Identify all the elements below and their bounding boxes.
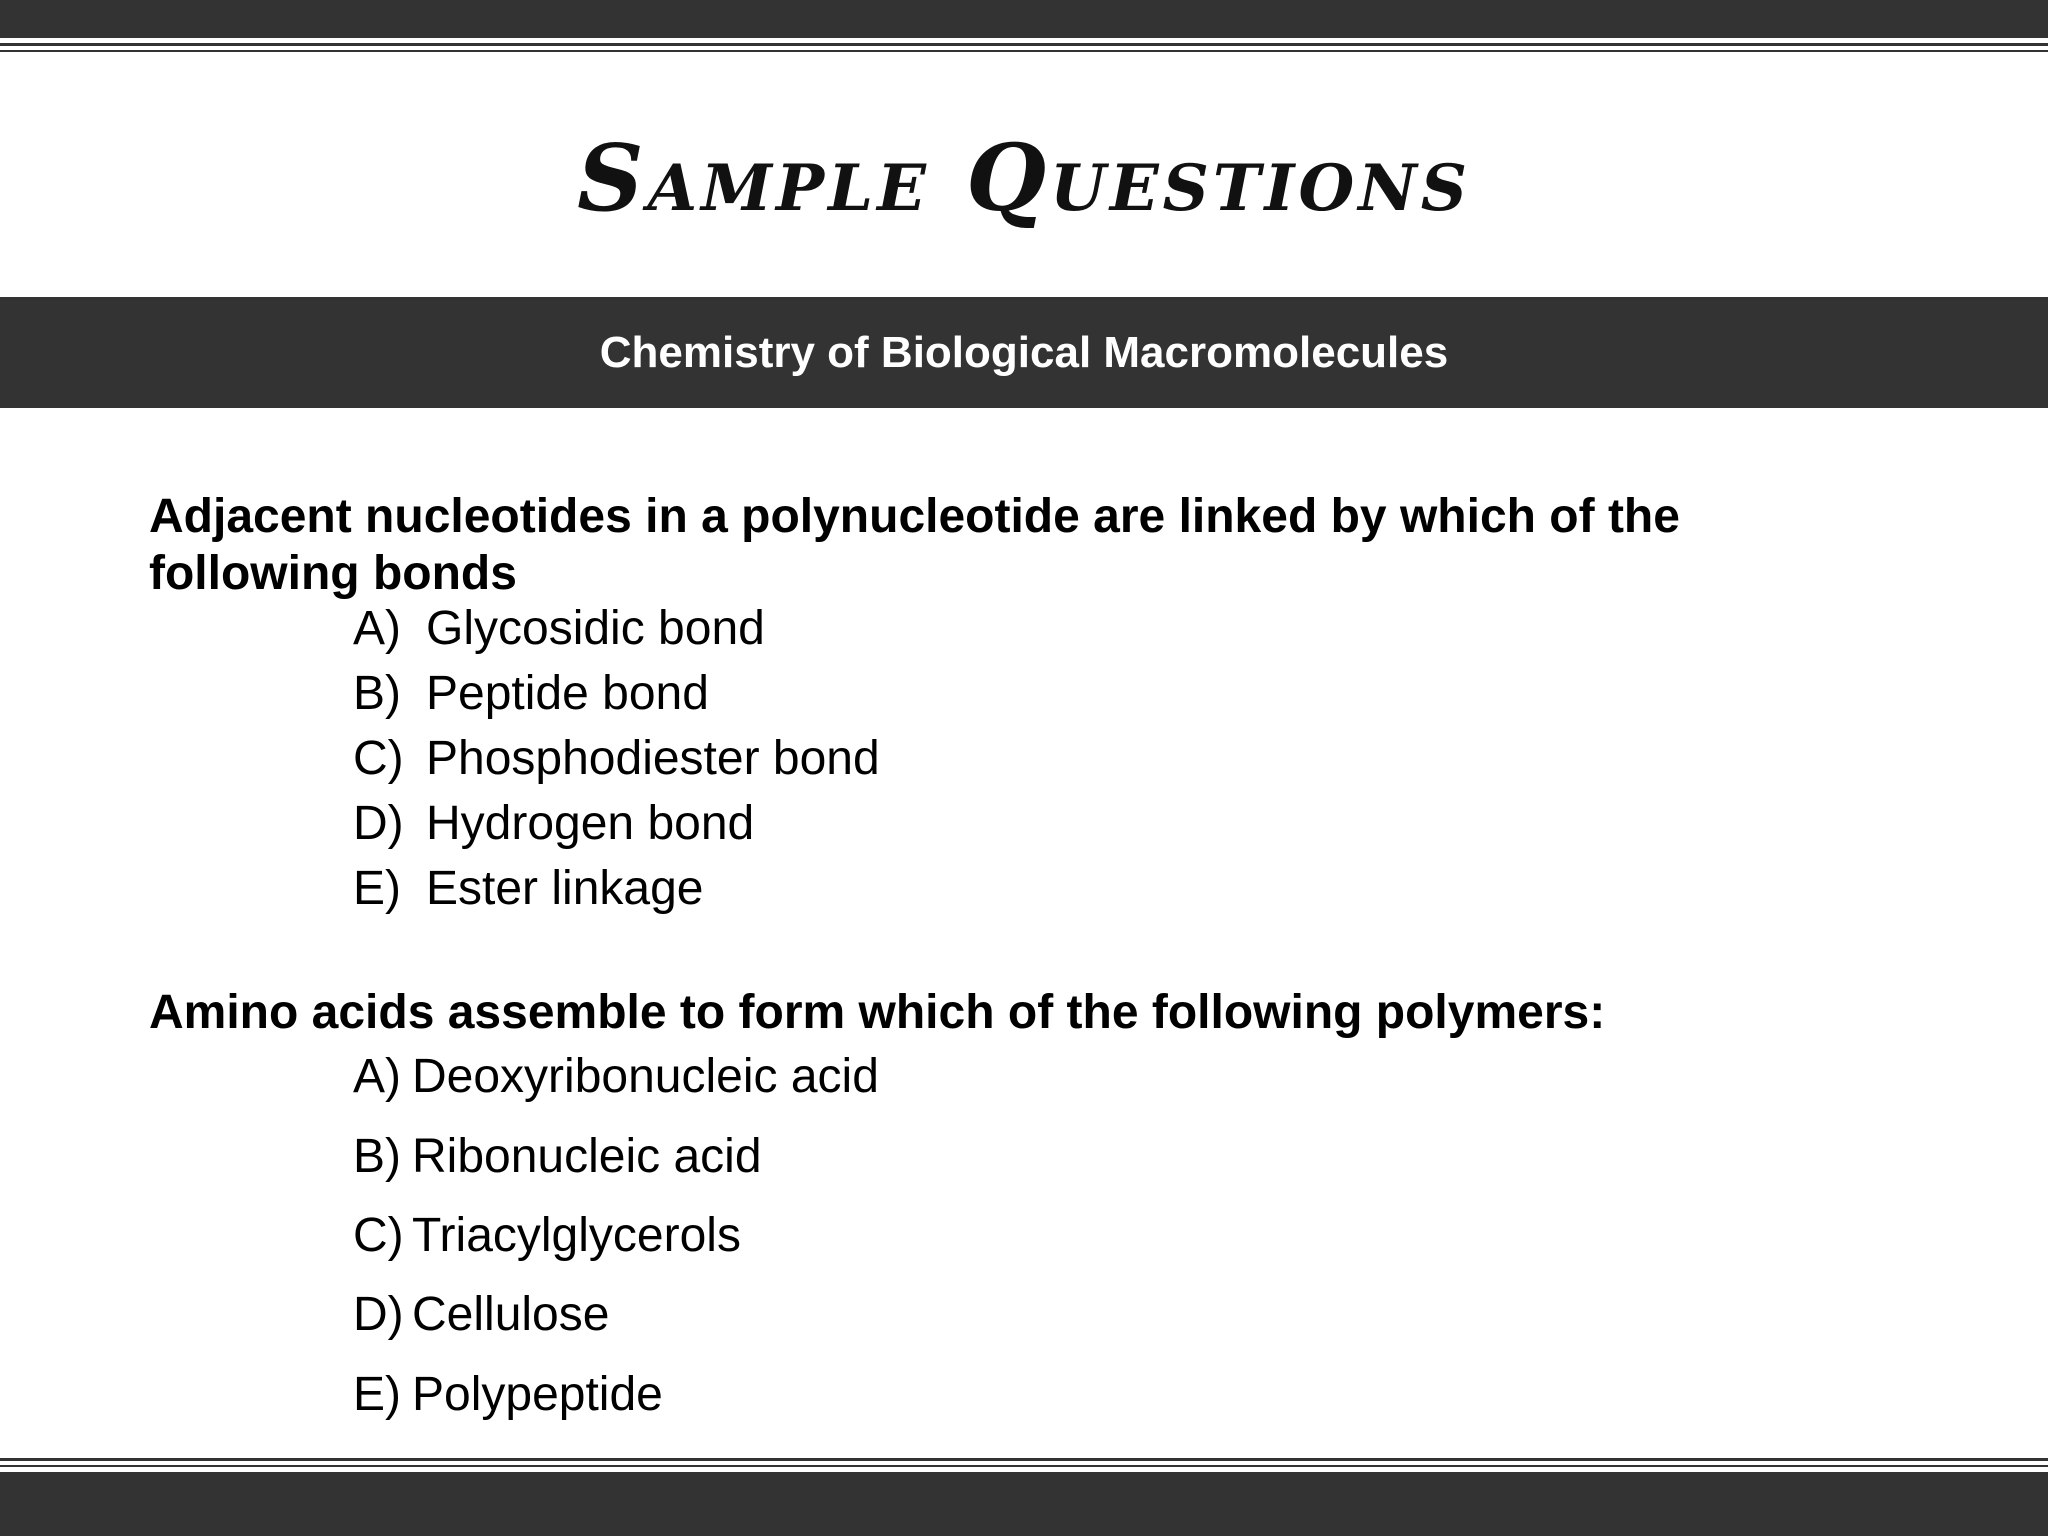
option-letter: C) xyxy=(353,732,404,785)
option-letter: B) xyxy=(353,667,401,720)
question-2-option-b xyxy=(353,1129,762,1185)
subtitle-band xyxy=(0,297,2048,408)
option-text: Triacylglycerols xyxy=(412,1209,741,1262)
bottom-divider-line-thin xyxy=(0,1458,2048,1461)
question-1-option-e xyxy=(353,861,703,917)
option-text: Ester linkage xyxy=(426,862,704,915)
option-letter: E) xyxy=(353,1368,401,1421)
question-2-option-a xyxy=(353,1049,879,1105)
question-1-text: Adjacent nucleotides in a polynucleotide are linked by which of the following bonds xyxy=(149,490,1680,600)
option-letter: A) xyxy=(353,1050,401,1103)
option-text: Hydrogen bond xyxy=(426,797,755,850)
top-band xyxy=(0,0,2048,38)
question-2-option-c xyxy=(353,1208,741,1264)
option-text: Phosphodiester bond xyxy=(426,732,880,785)
bottom-band xyxy=(0,1472,2048,1536)
question-2-option-e xyxy=(353,1367,663,1423)
page-title: Sample Questions xyxy=(577,124,1471,232)
option-text: Cellulose xyxy=(412,1288,610,1341)
option-text: Ribonucleic acid xyxy=(412,1130,762,1183)
question-1-option-b xyxy=(353,666,709,722)
question-2-text: Amino acids assemble to form which of the following polymers: xyxy=(149,986,1606,1039)
question-1-option-c xyxy=(353,731,880,787)
option-letter: B) xyxy=(353,1130,401,1183)
option-letter: D) xyxy=(353,1288,404,1341)
option-letter: A) xyxy=(353,602,401,655)
option-text: Deoxyribonucleic acid xyxy=(412,1050,879,1103)
option-letter: D) xyxy=(353,797,404,850)
option-letter: C) xyxy=(353,1209,404,1262)
top-divider-line-thin xyxy=(0,50,2048,52)
question-1-option-a xyxy=(353,601,765,657)
page-subtitle: Chemistry of Biological Macromolecules xyxy=(599,328,1449,377)
option-text: Peptide bond xyxy=(426,667,709,720)
question-1-option-d xyxy=(353,796,754,852)
question-2-option-d xyxy=(353,1287,609,1343)
top-divider-line xyxy=(0,43,2048,46)
option-text: Glycosidic bond xyxy=(426,602,765,655)
bottom-divider-line xyxy=(0,1465,2048,1467)
option-text: Polypeptide xyxy=(412,1368,663,1421)
option-letter: E) xyxy=(353,862,401,915)
